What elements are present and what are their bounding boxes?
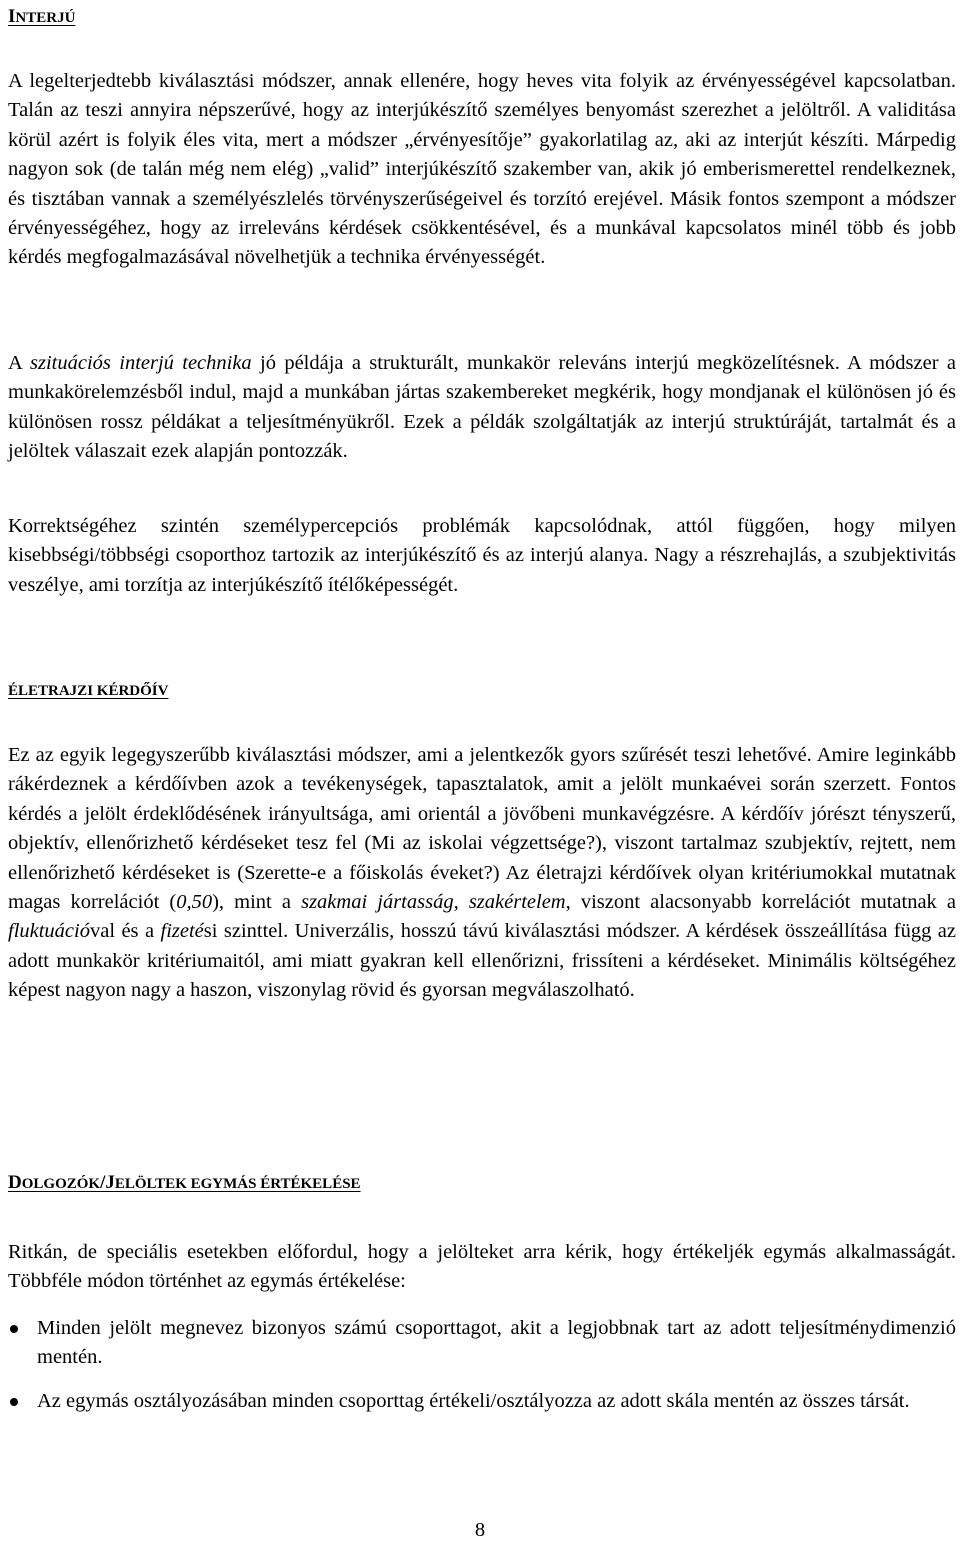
text-run: , viszont alacsonyabb korrelációt mutatnak a xyxy=(565,891,957,914)
heading-text: ELÖLTEK EGYMÁS ÉRTÉKELÉSE xyxy=(114,1176,361,1192)
bullet-list xyxy=(8,1314,956,1416)
heading-text: OLGOZÓK xyxy=(21,1176,101,1192)
section-heading-interju xyxy=(8,2,75,32)
text-run: ), mint a xyxy=(212,891,291,914)
text-run: Másik fontos szempont a módszer érvényességéhez, hogy az irreleváns kérdések csökkentésével, és a munkával kapcsolatos minél több és jobb kérdés megfogalmazásával növelhetjük a technika érvényességét. xyxy=(8,187,957,269)
bullet-icon xyxy=(10,1398,18,1406)
text-run: si szinttel. Univerzális, hosszú távú kiválasztási módszer. A kérdések összeállítása függ az adott munkakör kritériumaitól, ami miatt gyakran kell ellenőrizni, frissíteni a kérdéseket. Minimális költségéhez képest nagyon nagy a haszon, viszonylag rövid és gyorsan megválaszolható. xyxy=(8,920,956,1002)
heading-text: ÉLETRAJZI KÉRDŐÍV xyxy=(8,683,169,699)
text-run: val és a xyxy=(89,920,155,943)
section-heading-eletrajzi xyxy=(8,675,168,705)
paragraph-eletrajzi xyxy=(8,741,956,1006)
heading-initial: I xyxy=(8,6,16,27)
paragraph-interju-1 xyxy=(8,67,956,273)
paragraph-interju-3: Korrektségéhez szintén személypercepciós problémák kapcsolódnak, attól függően, hogy milyen kisebbségi/többségi csoporthoz tartozik az interjúkészítő és az interjú alanya. Nagy a részrehajlás, a szubjektivitás veszélye, ami torzítja az interjúkészítő ítélőképességét. xyxy=(8,515,956,596)
heading-initial: /J xyxy=(100,1172,115,1193)
list-item-text: Minden jelölt megnevez bizonyos számú csoporttagot, akit a legjobbnak tart az adott teljesítménydimenzió mentén. xyxy=(37,1317,956,1369)
text-run: A validitása körül azért is folyik éles vita, mert a módszer „érvényesítője” gyakorlatilag az, aki az interjút készíti. Márpedig nagyon sok (de talán még nem elég) „valid” interjúkészítő szakember van, akik jó emberismerettel rendelkeznek, és tisztában vannak a személyészlelés törvényszerűségeivel és torzító erejével. xyxy=(8,99,957,210)
text-run: A legelterjedtebb kiválasztási módszer, annak ellenére, hogy heves vita folyik az érvényességével kapcsolatban. Talán az teszi annyira népszerűvé, hogy az interjúkészítő személyes benyomást szerezhet a jelöltről. xyxy=(8,70,956,122)
section-heading-dolgozok xyxy=(8,1168,361,1198)
list-item-text: Az egymás osztályozásában minden csoporttag értékeli/osztályozza az adott skála mentén az összes társát. xyxy=(37,1389,910,1412)
list-item xyxy=(8,1387,956,1416)
text-run: Ez az egyik legegyszerűbb kiválasztási módszer, ami a jelentkezők gyors szűrését teszi lehetővé. Amire leginkább rákérdeznek a kérdőívben azok a tevékenységek, tapasztalatok, amit a jelölt munkaévei során szerzett. Fontos kérdés a jelölt érdeklődésének irányultsága, ami orientál a jövőbeni munkavégzésre. A kérdőív jórészt tényszerű, objektív, ellenőrizhető kérdéseket tesz fel (Mi az iskolai végzettsége?), viszont tartalmaz szubjektív, rejtett, nem ellenőrizhető kérdéseket is (Szerette-e a főiskolás éveket?) Az életrajzi kérdőívek olyan kritériumokkal mutatnak magas korrelációt ( xyxy=(8,744,956,914)
page-number: 8 xyxy=(474,1519,486,1541)
heading-rest: NTERJÚ xyxy=(15,10,76,26)
paragraph-interju-2 xyxy=(8,349,956,467)
italic-term: fizeté xyxy=(160,920,204,943)
paragraph-dolgozok: Ritkán, de speciális esetekben előfordul, hogy a jelölteket arra kérik, hogy értékeljék egymás alkalmasságát. Többféle módon történhet az egymás értékelése: xyxy=(8,1241,956,1293)
italic-term: szakmai jártasság, szakértelem xyxy=(301,891,566,914)
italic-term: szituációs interjú technika xyxy=(30,352,252,374)
list-item xyxy=(8,1314,956,1373)
text-run: A xyxy=(8,352,22,374)
italic-term: 0,50 xyxy=(176,891,213,914)
text-run: jó példája a strukturált, munkakör releváns interjú megközelítésnek. A módszer a munkakörelemzésből indul, majd a munkában jártas szakembereket megkérik, hogy mondjanak el különösen jó és különösen rossz példákat a teljesítményükről. Ezek a példák szolgáltatják az interjú struktúráját, tartalmát és a jelöltek válaszait ezek alapján pontozzák. xyxy=(8,352,956,463)
bullet-icon xyxy=(10,1325,18,1333)
heading-initial: D xyxy=(8,1172,22,1193)
italic-term: fluktuáció xyxy=(8,920,90,943)
